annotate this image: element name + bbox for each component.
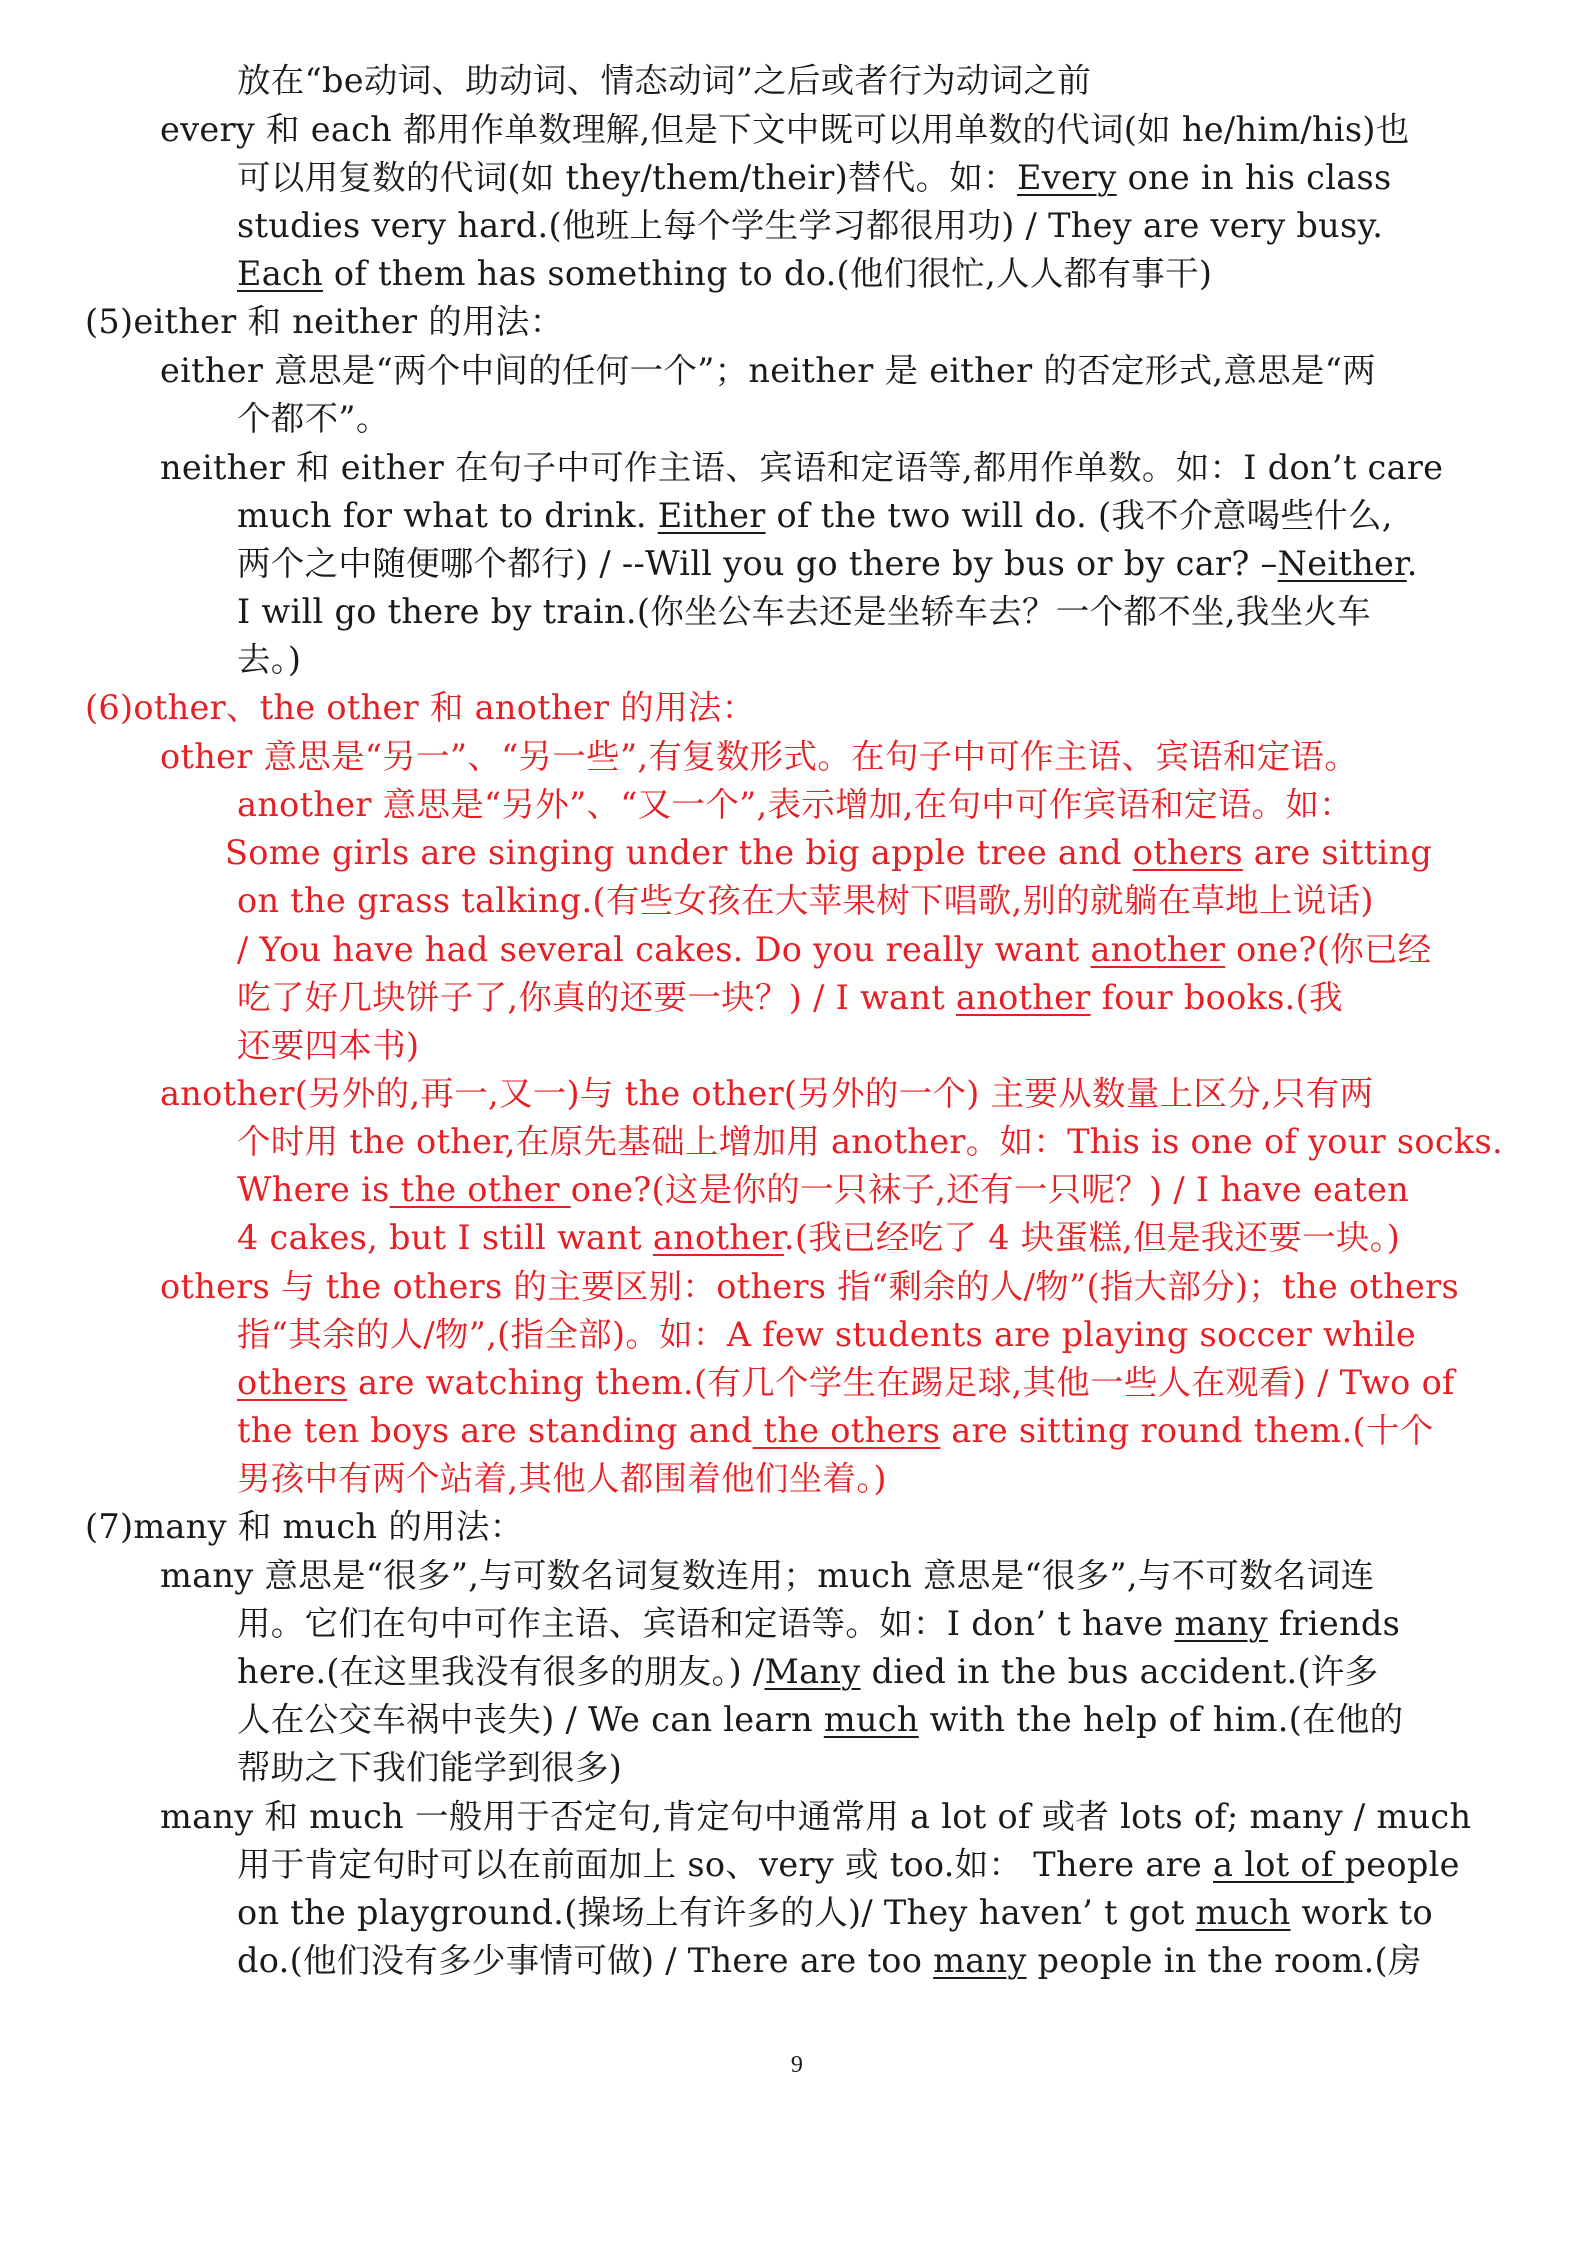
- text-line: [237, 1648, 1378, 1696]
- text-segment: many 意思是“很多”,与可数名词复数连用；much 意思是“很多”,与不可数名词连: [160, 1556, 1375, 1595]
- text-segment: much for what to drink.: [237, 496, 658, 535]
- underlined-keyword: many: [933, 1941, 1027, 1980]
- text-segment: do.(他们没有多少事情可做) / There are too: [237, 1941, 934, 1980]
- text-line: [225, 829, 1432, 877]
- text-segment: 指“其余的人/物”,(指全部)。如：A few students are playing soccer while: [237, 1315, 1416, 1354]
- text-line: [160, 106, 1410, 154]
- text-segment: other 意思是“另一”、“另一些”,有复数形式。在句子中可作主语、宾语和定语。: [160, 737, 1359, 776]
- text-segment: of them has something to do.(他们很忙,人人都有事干): [322, 254, 1213, 293]
- text-segment: here.(在这里我没有很多的朋友。) /: [237, 1652, 765, 1691]
- text-line: [85, 684, 756, 732]
- underlined-keyword: Each: [237, 254, 323, 293]
- text-line: [237, 57, 1091, 105]
- text-line: [237, 926, 1432, 974]
- text-line: [237, 636, 301, 684]
- text-line: [237, 202, 1383, 250]
- text-line: [85, 1503, 524, 1551]
- text-segment: .: [1406, 544, 1418, 583]
- text-segment: (5)either 和 neither 的用法：: [85, 302, 564, 341]
- text-segment: .(我已经吃了 4 块蛋糕,但是我还要一块。): [783, 1218, 1401, 1257]
- text-segment: on the playground.(操场上有许多的人)/ They haven’ t got: [237, 1893, 1196, 1932]
- page-number: 9: [790, 2052, 804, 2078]
- text-line: [237, 395, 390, 443]
- text-segment: 个时用 the other,在原先基础上增加用 another。如：This is one of your socks.: [237, 1122, 1503, 1161]
- text-segment: are watching them.(有几个学生在踢足球,其他一些人在观看) / Two of: [347, 1363, 1455, 1402]
- text-segment: 吃了好几块饼子了,你真的还要一块？) / I want: [237, 978, 956, 1017]
- text-line: [237, 540, 1418, 588]
- text-line: [237, 781, 1353, 829]
- text-line: [160, 347, 1376, 395]
- text-segment: (6)other、the other 和 another 的用法：: [85, 688, 756, 727]
- text-segment: with the help of him.(在他的: [918, 1700, 1404, 1739]
- underlined-keyword: a lot of: [1213, 1845, 1345, 1884]
- underlined-keyword: Many: [764, 1652, 861, 1691]
- text-segment: people: [1344, 1845, 1460, 1884]
- text-line: [237, 877, 1374, 925]
- text-line: [237, 1214, 1400, 1262]
- underlined-keyword: Every: [1016, 158, 1117, 197]
- text-line: [160, 1263, 1459, 1311]
- text-segment: another 意思是“另外”、“又一个”,表示增加,在句中可作宾语和定语。如：: [237, 785, 1354, 824]
- text-segment: are sitting round them.(十个: [940, 1411, 1434, 1450]
- text-line: [237, 1889, 1433, 1937]
- text-line: [237, 974, 1343, 1022]
- text-line: [160, 1793, 1471, 1841]
- underlined-keyword: much: [1195, 1893, 1291, 1932]
- text-segment: / You have had several cakes. Do you really want: [237, 930, 1091, 969]
- text-line: [237, 492, 1393, 540]
- text-segment: work to: [1290, 1893, 1434, 1932]
- text-segment: 用。它们在句中可作主语、宾语和定语等。如：I don’ t have: [237, 1604, 1175, 1643]
- text-segment: 帮助之下我们能学到很多): [237, 1748, 623, 1787]
- text-line: [237, 1359, 1455, 1407]
- text-segment: died in the bus accident.(许多: [860, 1652, 1379, 1691]
- text-segment: 还要四本书): [237, 1026, 420, 1065]
- text-segment: friends: [1267, 1604, 1401, 1643]
- underlined-keyword: much: [823, 1700, 919, 1739]
- text-segment: neither 和 either 在句子中可作主语、宾语和定语等,都用作单数。如：I don’t care: [160, 448, 1444, 487]
- underlined-keyword: others: [1132, 833, 1243, 872]
- underlined-keyword: another: [652, 1218, 784, 1257]
- text-line: [237, 1600, 1400, 1648]
- text-segment: the ten boys are standing and: [237, 1411, 753, 1450]
- text-line: [237, 1841, 1460, 1889]
- underlined-keyword: another: [1090, 930, 1226, 969]
- text-segment: 用于肯定句时可以在前面加上 so、very 或 too.如： There are: [237, 1845, 1213, 1884]
- text-line: [237, 1311, 1416, 1359]
- underlined-keyword: others: [237, 1363, 348, 1402]
- text-segment: 放在“be动词、助动词、情态动词”之后或者行为动词之前: [237, 61, 1092, 100]
- text-line: [160, 1552, 1374, 1600]
- underlined-keyword: the other: [389, 1170, 571, 1209]
- text-line: [85, 298, 564, 346]
- text-segment: 个都不”。: [237, 399, 390, 438]
- text-line: [160, 733, 1358, 781]
- text-line: [160, 444, 1443, 492]
- text-line: [237, 1696, 1403, 1744]
- text-line: [237, 588, 1371, 636]
- text-line: [237, 1744, 622, 1792]
- text-line: [237, 1455, 887, 1503]
- text-line: [237, 1407, 1434, 1455]
- text-segment: either 意思是“两个中间的任何一个”；neither 是 either 的否定形式,意思是“两: [160, 351, 1376, 390]
- text-segment: 去。): [237, 640, 302, 679]
- text-segment: I will go there by train.(你坐公车去还是坐轿车去？一个都不坐,我坐火车: [237, 592, 1371, 631]
- text-segment: every 和 each 都用作单数理解,但是下文中既可以用单数的代词(如 he/him/his)也: [160, 110, 1410, 149]
- text-line: [160, 1070, 1373, 1118]
- text-segment: Where is: [237, 1170, 390, 1209]
- text-segment: of the two will do. (我不介意喝些什么,: [765, 496, 1393, 535]
- text-line: [237, 250, 1212, 298]
- text-segment: are sitting: [1242, 833, 1433, 872]
- text-segment: one in his class: [1116, 158, 1392, 197]
- text-line: [237, 1937, 1422, 1985]
- text-segment: others 与 the others 的主要区别：others 指“剩余的人/物”(指大部分)；the others: [160, 1267, 1459, 1306]
- text-segment: one?(你已经: [1225, 930, 1432, 969]
- text-segment: studies very hard.(他班上每个学生学习都很用功) / They are very busy.: [237, 206, 1384, 245]
- text-segment: another(另外的,再一,又一)与 the other(另外的一个) 主要从数量上区分,只有两: [160, 1074, 1374, 1113]
- text-segment: many 和 much 一般用于否定句,肯定句中通常用 a lot of 或者 lots of; many / much: [160, 1797, 1472, 1836]
- text-segment: Some girls are singing under the big apple tree and: [225, 833, 1133, 872]
- text-segment: 人在公交车祸中丧失) / We can learn: [237, 1700, 824, 1739]
- text-segment: one?(这是你的一只袜子,还有一只呢？) / I have eaten: [570, 1170, 1409, 1209]
- text-line: [237, 154, 1392, 202]
- text-segment: on the grass talking.(有些女孩在大苹果树下唱歌,别的就躺在草地上说话): [237, 881, 1374, 920]
- text-line: [237, 1118, 1503, 1166]
- text-line: [237, 1166, 1409, 1214]
- text-segment: 4 cakes, but I still want: [237, 1218, 653, 1257]
- text-segment: 可以用复数的代词(如 they/them/their)替代。如：: [237, 158, 1017, 197]
- text-segment: 两个之中随便哪个都行) / --Will you go there by bus or by car? –: [237, 544, 1278, 583]
- underlined-keyword: the others: [752, 1411, 941, 1450]
- text-segment: people in the room.(房: [1026, 1941, 1422, 1980]
- text-line: [237, 1022, 419, 1070]
- underlined-keyword: another: [955, 978, 1091, 1017]
- text-segment: 男孩中有两个站着,其他人都围着他们坐着。): [237, 1459, 887, 1498]
- underlined-keyword: many: [1174, 1604, 1268, 1643]
- underlined-keyword: Neither: [1277, 544, 1407, 583]
- underlined-keyword: Either: [657, 496, 766, 535]
- text-segment: four books.(我: [1090, 978, 1343, 1017]
- text-segment: (7)many 和 much 的用法：: [85, 1507, 524, 1546]
